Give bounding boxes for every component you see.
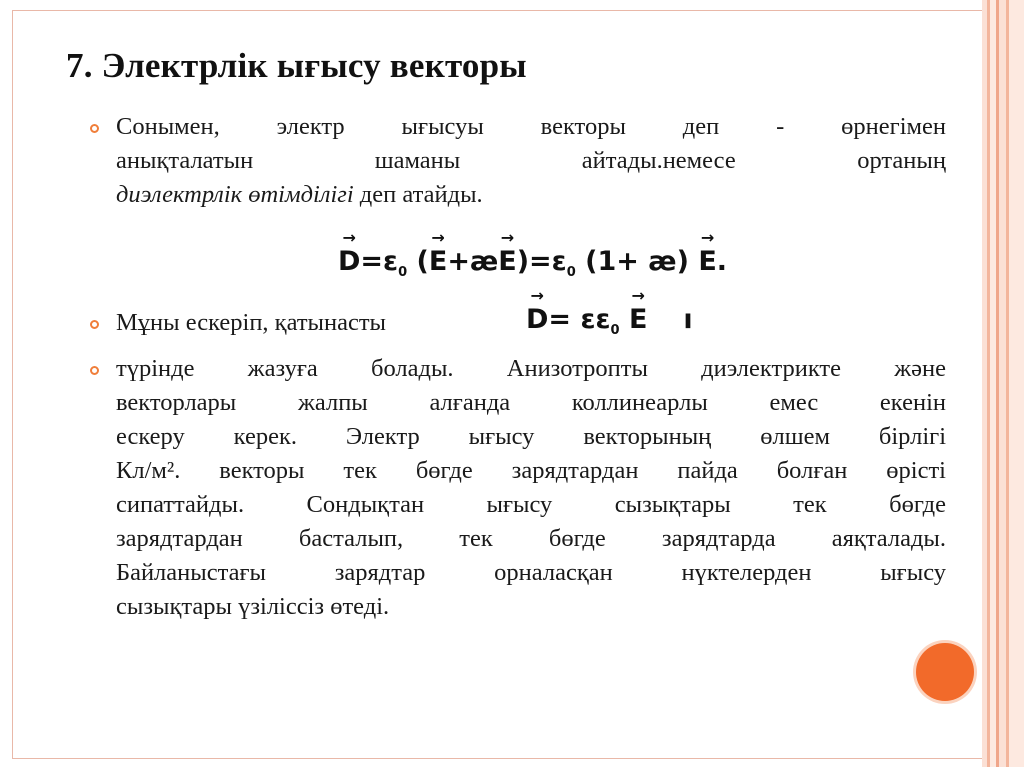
- paragraph-3-line-7: Байланыстағы зарядтар орналасқан нүктелерден ығысу: [116, 559, 946, 586]
- subscript: 0: [610, 323, 620, 338]
- vector-D: → D: [338, 246, 360, 277]
- vector-E: → E: [498, 246, 516, 277]
- formula-part: (: [407, 246, 429, 277]
- vector-E: → E: [698, 246, 716, 277]
- slide-title: 7. Электрлік ығысу векторы: [66, 46, 527, 85]
- formula-part: = εε: [548, 304, 611, 335]
- paragraph-3-line-5: сипаттайды. Сондықтан ығысу сызықтары тек бөгде: [116, 491, 946, 518]
- paragraph-1-line-3-rest: деп атайды.: [353, 181, 483, 208]
- vector-E: → E: [629, 304, 647, 335]
- paragraph-1-line-1: Сонымен, электр ығысуы векторы деп - өрнегімен: [116, 113, 946, 140]
- bullet-circle-icon: [90, 366, 99, 375]
- bullet-circle-icon: [90, 124, 99, 133]
- paragraph-3-line-2: векторлары жалпы алғанда коллинеарлы емес екенін: [116, 389, 946, 416]
- formula-part: (1+ æ): [575, 246, 699, 277]
- formula-tail: ı: [683, 304, 693, 335]
- paragraph-3-line-8: сызықтары үзіліссіз өтеді.: [116, 593, 390, 620]
- vector-E: → E: [429, 246, 447, 277]
- paragraph-2-line-1: Мұны ескеріп, қатынасты: [116, 309, 387, 336]
- formula-part: .: [716, 246, 728, 277]
- decorative-stripes: [982, 0, 1024, 767]
- formula-part: =ε: [360, 246, 399, 277]
- paragraph-3-line-6: зарядтардан басталып, тек бөгде зарядтарда аяқталады.: [116, 525, 946, 552]
- decorative-circle: [916, 643, 974, 701]
- vector-D: → D: [526, 304, 548, 335]
- subscript: 0: [398, 265, 408, 280]
- paragraph-1-line-3: [116, 178, 946, 212]
- paragraph-2: [116, 306, 496, 340]
- paragraph-1: [116, 110, 946, 212]
- paragraph-3-line-4: Кл/м². векторы тек бөгде зарядтардан пайда болған өрісті: [116, 457, 946, 484]
- formula-part: )=ε: [516, 246, 567, 277]
- bullet-circle-icon: [90, 320, 99, 329]
- formula-part: +æ: [447, 246, 499, 277]
- italic-term: диэлектрлік өтімділігі: [116, 181, 354, 208]
- paragraph-1-line-2: анықталатын шаманы айтады.немесе ортаның: [116, 147, 946, 174]
- formula-relation: [526, 304, 693, 338]
- subscript: 0: [566, 265, 576, 280]
- paragraph-3-line-3: ескеру керек. Электр ығысу векторының өлшем бірлігі: [116, 423, 946, 450]
- formula-displacement: [338, 246, 727, 280]
- paragraph-3: [116, 352, 946, 624]
- paragraph-3-line-1: түрінде жазуға болады. Анизотропты диэлектрикте және: [116, 355, 946, 382]
